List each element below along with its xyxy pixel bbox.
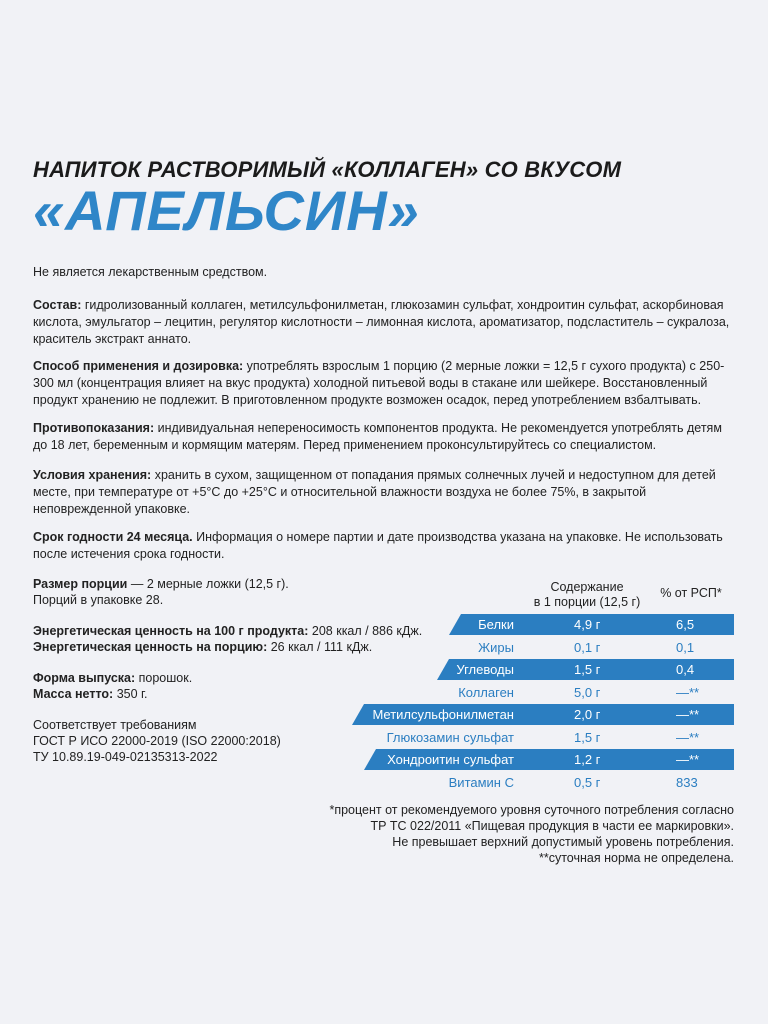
nutrient-name: Глюкозамин сульфат bbox=[386, 730, 514, 745]
energy-100g-label: Энергетическая ценность на 100 г продукта: bbox=[33, 624, 309, 638]
usage-text: употреблять взрослым 1 порцию (2 мерные ложки = 12,5 г сухого продукта) с 250-300 мл (концентрация влияет на вкус продукта) холодной питьевой воды в стакане или шейкере. Восстановленный продукт хранению не подлежит. В приготовленном продукте возможен осадок, перед употреблением взбалтывать. bbox=[33, 359, 725, 407]
footnote: *процент от рекомендуемого уровня суточного потребления согласно bbox=[329, 803, 734, 817]
table-row bbox=[0, 637, 734, 658]
shelf-life-label: Срок годности 24 месяца. bbox=[33, 530, 193, 544]
usage-label: Способ применения и дозировка: bbox=[33, 359, 244, 373]
table-row bbox=[0, 614, 734, 635]
nutrient-name: Хондроитин сульфат bbox=[387, 752, 514, 767]
footnote: **суточная норма не определена. bbox=[538, 851, 734, 865]
shelf-life-text: Информация о номере партии и дате производства указана на упаковке. Не использовать после истечения срока годности. bbox=[33, 530, 723, 561]
net-weight-label: Масса нетто: bbox=[33, 687, 114, 701]
table-header-rsp: % от РСП* bbox=[660, 586, 722, 600]
nutrient-amount: 4,9 г bbox=[574, 617, 601, 632]
storage-text: хранить в сухом, защищенном от попадания прямых солнечных лучей и недоступном для детей месте, при температуре от +5°С до +25°С и относительной влажности воздуха не более 75%, в закрытой неповрежденной упаковке. bbox=[33, 468, 716, 516]
footnote: Не превышает верхний допустимый уровень потребления. bbox=[392, 835, 734, 849]
storage-label: Условия хранения: bbox=[33, 468, 152, 482]
nutrient-name: Жиры bbox=[478, 640, 514, 655]
nutrient-name: Белки bbox=[478, 617, 514, 632]
nutrient-amount: 0,1 г bbox=[574, 640, 601, 655]
composition-label: Состав: bbox=[33, 298, 82, 312]
serving-size bbox=[33, 576, 289, 593]
not-medicine-note: Не является лекарственным средством. bbox=[33, 265, 268, 279]
nutrient-amount: 1,5 г bbox=[574, 730, 601, 745]
nutrient-percent: —** bbox=[676, 707, 700, 722]
nutrient-name: Углеводы bbox=[456, 662, 514, 677]
usage-section bbox=[33, 358, 739, 409]
shelf-life-section bbox=[33, 529, 739, 563]
table-row bbox=[0, 749, 734, 770]
nutrient-name: Коллаген bbox=[458, 685, 514, 700]
net-weight-text: 350 г. bbox=[113, 687, 148, 701]
storage-section bbox=[33, 467, 739, 518]
compliance-line: ГОСТ Р ИСО 22000-2019 (ISO 22000:2018) bbox=[33, 734, 281, 748]
release-form-text: порошок. bbox=[135, 671, 193, 685]
table-header-content bbox=[522, 580, 652, 610]
nutrient-amount: 0,5 г bbox=[574, 775, 601, 790]
product-subtitle: НАПИТОК РАСТВОРИМЫЙ «КОЛЛАГЕН» СО ВКУСОМ bbox=[33, 157, 622, 182]
table-row bbox=[0, 659, 734, 680]
table-row bbox=[0, 772, 734, 793]
table-row bbox=[0, 727, 734, 748]
release-form-label: Форма выпуска: bbox=[33, 671, 136, 685]
composition-text: гидролизованный коллаген, метилсульфонилметан, глюкозамин сульфат, хондроитин сульфат, аскорбиновая кислота, эмульгатор – лецитин, регулятор кислотности – лимонная кислота, ароматизатор, подсластитель – сукралоза, краситель экстракт аннато. bbox=[33, 298, 730, 346]
nutrient-percent: —** bbox=[676, 730, 700, 745]
composition-section bbox=[33, 297, 739, 348]
nutrient-amount: 5,0 г bbox=[574, 685, 601, 700]
nutrient-amount: 2,0 г bbox=[574, 707, 601, 722]
compliance-line: ТУ 10.89.19-049-02135313-2022 bbox=[33, 750, 218, 764]
table-row bbox=[0, 682, 734, 703]
table-header-content-line: Содержание bbox=[550, 580, 624, 594]
serving-size-label: Размер порции bbox=[33, 577, 128, 591]
table-row bbox=[0, 704, 734, 725]
nutrient-percent: 6,5 bbox=[676, 617, 695, 632]
table-header-content-line: в 1 порции (12,5 г) bbox=[533, 595, 641, 609]
servings-per-pack: Порций в упаковке 28. bbox=[33, 593, 164, 607]
nutrient-name: Метилсульфонилметан bbox=[372, 707, 514, 722]
compliance-line: Соответствует требованиям bbox=[33, 718, 197, 732]
nutrient-percent: 833 bbox=[676, 775, 698, 790]
nutrient-percent: 0,4 bbox=[676, 662, 695, 677]
contraindications-text: индивидуальная непереносимость компонентов продукта. Не рекомендуется употреблять детям до 18 лет, беременным и кормящим матерям. Перед применением проконсультируйтесь со специалистом. bbox=[33, 421, 722, 452]
contraindications-label: Противопоказания: bbox=[33, 421, 155, 435]
energy-serving-label: Энергетическая ценность на порцию: bbox=[33, 640, 268, 654]
contraindications-section bbox=[33, 420, 739, 454]
nutrient-amount: 1,2 г bbox=[574, 752, 601, 767]
nutrient-percent: 0,1 bbox=[676, 640, 695, 655]
nutrient-percent: —** bbox=[676, 685, 700, 700]
nutrient-amount: 1,5 г bbox=[574, 662, 601, 677]
product-title: «АПЕЛЬСИН» bbox=[33, 179, 420, 242]
serving-size-text: — 2 мерные ложки (12,5 г). bbox=[127, 577, 289, 591]
footnote: ТР ТС 022/2011 «Пищевая продукция в части ее маркировки». bbox=[370, 819, 734, 833]
energy-100g-text: 208 ккал / 886 кДж. bbox=[308, 624, 423, 638]
nutrient-percent: —** bbox=[676, 752, 700, 767]
nutrient-name: Витамин С bbox=[448, 775, 514, 790]
energy-serving-text: 26 ккал / 111 кДж. bbox=[267, 640, 373, 654]
